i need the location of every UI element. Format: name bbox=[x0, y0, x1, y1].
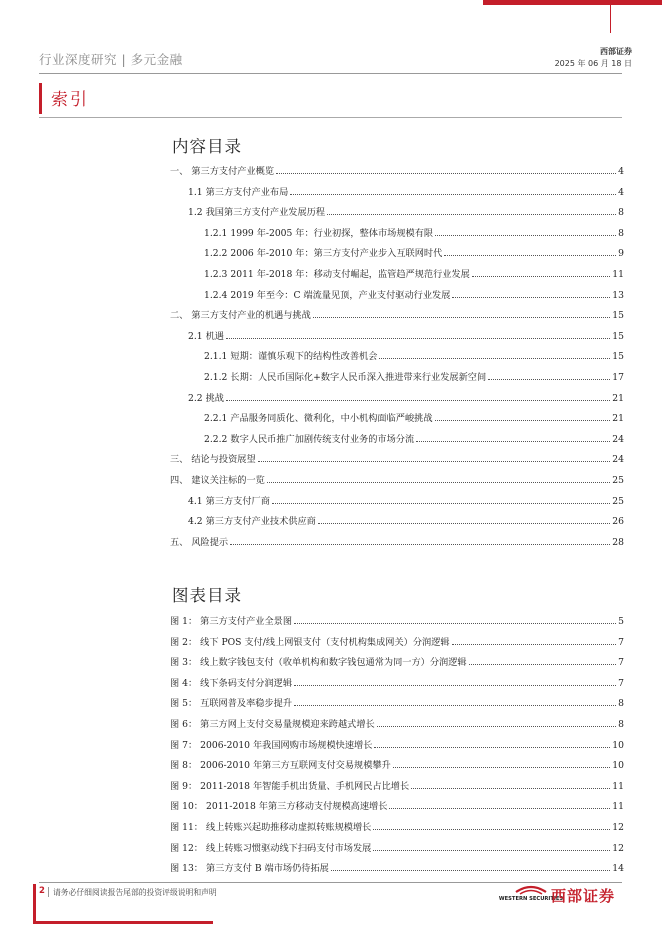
entry-number: 图 3： bbox=[170, 657, 198, 669]
toc-entry[interactable] bbox=[170, 348, 624, 362]
entry-label: 第三方支付产业全景图 bbox=[200, 616, 293, 627]
entry-label: 互联网普及率稳步提升 bbox=[200, 698, 293, 710]
dot-leader bbox=[393, 767, 611, 768]
footer-accent-horizontal bbox=[33, 921, 213, 924]
report-date: 2025 年 06 月 18 日 bbox=[554, 59, 632, 68]
toc-entry[interactable] bbox=[170, 328, 624, 342]
header-right bbox=[555, 46, 632, 70]
toc-entry[interactable] bbox=[170, 163, 624, 177]
report-category: 行业深度研究 | 多元金融 bbox=[39, 52, 183, 67]
entry-page: 17 bbox=[612, 372, 624, 383]
figure-entry[interactable] bbox=[170, 757, 624, 771]
dot-leader bbox=[226, 338, 610, 339]
entry-label: 2006-2010 年我国网购市场规模快速增长 bbox=[200, 739, 373, 751]
entry-label: 2006 年-2010 年：第三方支付产业步入互联网时代 bbox=[230, 248, 443, 260]
entry-label: 2011 年-2018 年：移动支付崛起，监管趋严规范行业发展 bbox=[230, 269, 470, 280]
top-accent-line bbox=[610, 5, 611, 33]
footer-divider bbox=[39, 882, 622, 883]
entry-number: 图 2： bbox=[170, 636, 198, 648]
entry-label: 建议关注标的一览 bbox=[191, 475, 265, 486]
entry-label: 第三方支付产业概览 bbox=[191, 166, 275, 177]
dot-leader bbox=[416, 441, 610, 442]
entry-page: 26 bbox=[612, 516, 624, 528]
footer-accent-vertical bbox=[33, 884, 36, 924]
entry-label: 数字人民币推广加剧传统支付业务的市场分流 bbox=[230, 433, 415, 445]
dot-leader bbox=[374, 747, 610, 748]
entry-number: 2.1 bbox=[188, 330, 203, 342]
dot-leader bbox=[294, 685, 616, 686]
entry-number: 图 11： bbox=[170, 822, 203, 833]
toc-entry[interactable] bbox=[170, 451, 624, 465]
entry-page: 8 bbox=[618, 207, 624, 219]
entry-page: 12 bbox=[612, 822, 624, 833]
entry-page: 4 bbox=[618, 186, 624, 198]
dot-leader bbox=[226, 400, 610, 401]
entry-page: 15 bbox=[612, 351, 624, 363]
dot-leader bbox=[452, 297, 610, 298]
entry-page: 15 bbox=[612, 310, 624, 322]
figure-entry[interactable] bbox=[170, 778, 624, 792]
dot-leader bbox=[411, 788, 610, 789]
entry-page: 13 bbox=[612, 289, 624, 301]
entry-page: 8 bbox=[618, 719, 624, 730]
header-divider bbox=[39, 73, 622, 74]
entry-label: 结论与投资展望 bbox=[191, 454, 256, 466]
entry-page: 21 bbox=[612, 413, 624, 425]
logo-chinese-text: 西部证券 bbox=[551, 886, 616, 905]
entry-number: 图 7： bbox=[170, 739, 198, 751]
dot-leader bbox=[377, 726, 616, 727]
dot-leader bbox=[379, 358, 610, 359]
figure-entry[interactable] bbox=[170, 737, 624, 751]
entry-page: 11 bbox=[612, 801, 624, 813]
dot-leader bbox=[373, 829, 610, 830]
entry-label: 短期：谨慎乐观下的结构性改善机会 bbox=[230, 351, 378, 363]
figure-entry[interactable] bbox=[170, 798, 624, 812]
toc-entry[interactable] bbox=[170, 410, 624, 424]
dot-leader bbox=[488, 379, 610, 380]
entry-label: 第三方支付 B 端市场仍待拓展 bbox=[206, 863, 329, 875]
entry-label: 第三方支付产业布局 bbox=[205, 186, 289, 198]
logo-english-text: WESTERN SECURITIES bbox=[498, 896, 564, 902]
entry-label: 机遇 bbox=[205, 330, 224, 342]
entry-label: 线上数字钱包支付（收单机构和数字钱包通常为同一方）分润逻辑 bbox=[200, 657, 467, 669]
entry-page: 15 bbox=[612, 330, 624, 342]
dot-leader bbox=[435, 420, 611, 421]
entry-page: 25 bbox=[612, 495, 624, 507]
top-accent-bar bbox=[483, 0, 662, 5]
section-divider bbox=[39, 117, 622, 118]
figure-entry[interactable] bbox=[170, 634, 624, 648]
dot-leader bbox=[318, 523, 610, 524]
entry-number: 图 12： bbox=[170, 842, 203, 854]
entry-page: 9 bbox=[618, 248, 624, 260]
entry-label: 第三方支付产业技术供应商 bbox=[205, 516, 316, 528]
entry-label: 挑战 bbox=[205, 392, 224, 404]
dot-leader bbox=[452, 644, 617, 645]
entry-page: 10 bbox=[612, 739, 624, 751]
section-title: 索引 bbox=[51, 90, 89, 110]
toc-entry[interactable] bbox=[170, 493, 624, 507]
entry-label: 2011-2018 年第三方移动支付规模高速增长 bbox=[206, 801, 388, 813]
dot-leader bbox=[276, 173, 616, 174]
toc-entry[interactable] bbox=[170, 472, 624, 486]
toc-entry[interactable] bbox=[170, 307, 624, 321]
entry-number: 图 9： bbox=[170, 780, 198, 792]
entry-number: 一、 bbox=[170, 166, 189, 177]
entry-page: 24 bbox=[612, 454, 624, 466]
entry-number: 图 4： bbox=[170, 677, 198, 689]
entry-number: 二、 bbox=[170, 310, 189, 322]
dot-leader bbox=[267, 482, 610, 483]
section-marker bbox=[39, 83, 42, 114]
entry-number: 图 10： bbox=[170, 801, 203, 813]
entry-page: 8 bbox=[618, 698, 624, 710]
entry-number: 4.2 bbox=[188, 516, 203, 528]
entry-number: 1.2.1 bbox=[204, 227, 228, 239]
company-logo bbox=[498, 884, 616, 906]
entry-label: 2019 年至今：C 端流量见顶，产业支付驱动行业发展 bbox=[230, 289, 451, 301]
footer-separator bbox=[48, 887, 49, 897]
entry-page: 7 bbox=[618, 636, 624, 648]
entry-page: 10 bbox=[612, 760, 624, 772]
dot-leader bbox=[435, 235, 616, 236]
entry-page: 25 bbox=[612, 475, 624, 486]
dot-leader bbox=[389, 808, 610, 809]
toc-entry[interactable] bbox=[170, 513, 624, 527]
entry-label: 线下条码支付分润逻辑 bbox=[200, 677, 293, 689]
entry-number: 4.1 bbox=[188, 495, 203, 507]
figure-entry[interactable] bbox=[170, 695, 624, 709]
dot-leader bbox=[373, 850, 610, 851]
entry-page: 11 bbox=[612, 269, 624, 280]
entry-number: 1.2 bbox=[188, 207, 203, 219]
entry-number: 图 5： bbox=[170, 698, 198, 710]
entry-label: 我国第三方支付产业发展历程 bbox=[205, 207, 326, 219]
entry-page: 28 bbox=[612, 536, 624, 548]
entry-number: 四、 bbox=[170, 475, 189, 486]
toc-entry[interactable] bbox=[170, 369, 624, 383]
entry-page: 21 bbox=[612, 392, 624, 404]
entry-number: 2.1.1 bbox=[204, 351, 228, 363]
dot-leader bbox=[294, 705, 616, 706]
entry-number: 图 1： bbox=[170, 616, 198, 627]
dot-leader bbox=[294, 623, 616, 624]
dot-leader bbox=[472, 276, 610, 277]
toc-entry[interactable] bbox=[170, 225, 624, 239]
entry-number: 图 8： bbox=[170, 760, 198, 772]
figures-heading: 图表目录 bbox=[172, 586, 242, 605]
entry-label: 长期：人民币国际化+数字人民币深入推进带来行业发展新空间 bbox=[230, 372, 487, 383]
toc-entry[interactable] bbox=[170, 431, 624, 445]
entry-number: 2.2 bbox=[188, 392, 203, 404]
dot-leader bbox=[313, 317, 610, 318]
entry-label: 第三方支付厂商 bbox=[205, 495, 270, 507]
entry-number: 图 13： bbox=[170, 863, 203, 875]
toc-entry[interactable] bbox=[170, 390, 624, 404]
page-number: 2 bbox=[39, 886, 45, 896]
figure-entry[interactable] bbox=[170, 654, 624, 668]
figure-entry[interactable] bbox=[170, 860, 624, 874]
entry-label: 线上转账习惯驱动线下扫码支付市场发展 bbox=[206, 842, 372, 854]
entry-page: 8 bbox=[618, 227, 624, 239]
entry-number: 2.2.2 bbox=[204, 433, 228, 445]
toc-entry[interactable] bbox=[170, 534, 624, 548]
toc-entry[interactable] bbox=[170, 266, 624, 280]
toc-entry[interactable] bbox=[170, 287, 624, 301]
entry-page: 4 bbox=[618, 166, 624, 177]
entry-label: 第三方网上支付交易量规模迎来跨越式增长 bbox=[200, 719, 375, 730]
entry-page: 7 bbox=[618, 677, 624, 689]
disclaimer-note: 请务必仔细阅读报告尾部的投资评级说明和声明 bbox=[53, 888, 217, 897]
figure-entry[interactable] bbox=[170, 819, 624, 833]
entry-label: 第三方支付产业的机遇与挑战 bbox=[191, 310, 311, 322]
entry-label: 1999 年-2005 年：行业初探，整体市场规模有限 bbox=[230, 227, 434, 239]
figure-entry[interactable] bbox=[170, 716, 624, 730]
dot-leader bbox=[258, 461, 611, 462]
toc-entry[interactable] bbox=[170, 184, 624, 198]
entry-page: 5 bbox=[618, 616, 624, 627]
dot-leader bbox=[444, 255, 616, 256]
entry-number: 1.2.4 bbox=[204, 289, 228, 301]
entry-page: 24 bbox=[612, 433, 624, 445]
entry-number: 1.2.3 bbox=[204, 269, 228, 280]
toc-entry[interactable] bbox=[170, 204, 624, 218]
figure-entry[interactable] bbox=[170, 675, 624, 689]
entry-number: 2.1.2 bbox=[204, 372, 228, 383]
dot-leader bbox=[327, 214, 616, 215]
dot-leader bbox=[230, 544, 610, 545]
dot-leader bbox=[272, 503, 610, 504]
entry-number: 三、 bbox=[170, 454, 189, 466]
entry-number: 图 6： bbox=[170, 719, 198, 730]
entry-number: 1.1 bbox=[188, 186, 203, 198]
entry-page: 11 bbox=[612, 780, 624, 792]
entry-number: 1.2.2 bbox=[204, 248, 228, 260]
entry-label: 线下 POS 支付/线上网银支付（支付机构集成网关）分润逻辑 bbox=[200, 636, 450, 648]
entry-label: 2006-2010 年第三方互联网支付交易规模攀升 bbox=[200, 760, 391, 772]
entry-label: 线上转账兴起助推移动虚拟转账规模增长 bbox=[206, 822, 372, 833]
entry-label: 风险提示 bbox=[191, 536, 229, 548]
toc-entry[interactable] bbox=[170, 245, 624, 259]
dot-leader bbox=[469, 664, 617, 665]
figure-entry[interactable] bbox=[170, 613, 624, 627]
entry-label: 产品服务同质化、微利化，中小机构面临严峻挑战 bbox=[230, 413, 433, 425]
figure-entry[interactable] bbox=[170, 840, 624, 854]
entry-label: 2011-2018 年智能手机出货量、手机网民占比增长 bbox=[200, 780, 410, 792]
dot-leader bbox=[331, 870, 610, 871]
entry-number: 2.2.1 bbox=[204, 413, 228, 425]
entry-number: 五、 bbox=[170, 536, 189, 548]
entry-page: 12 bbox=[612, 842, 624, 854]
entry-page: 7 bbox=[618, 657, 624, 669]
toc-heading: 内容目录 bbox=[172, 137, 242, 156]
dot-leader bbox=[290, 194, 616, 195]
entry-page: 14 bbox=[612, 863, 624, 875]
header-company: 西部证券 bbox=[600, 47, 632, 56]
western-logo-icon bbox=[498, 884, 564, 906]
